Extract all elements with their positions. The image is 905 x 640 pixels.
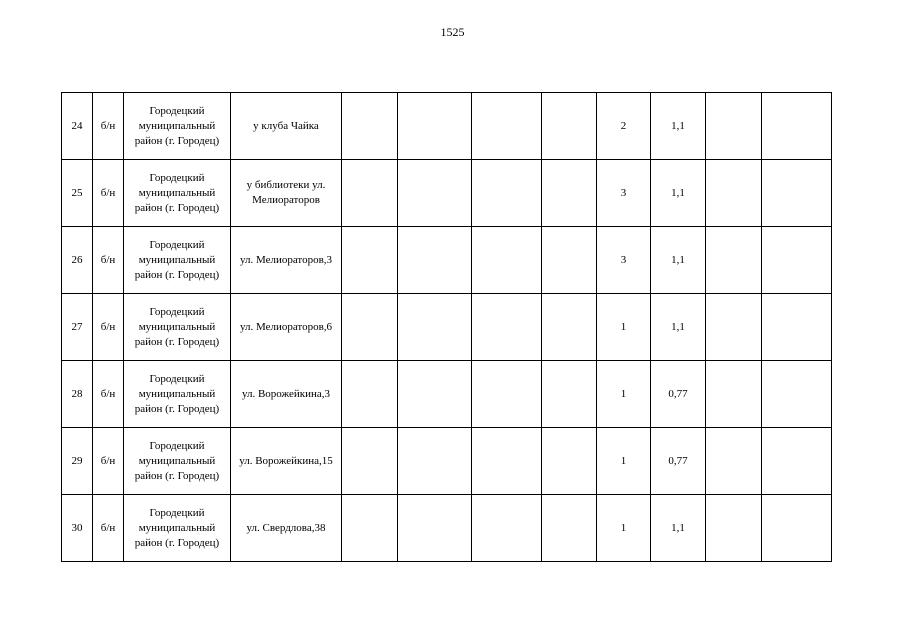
container-volume-cell: 1,1 [651,160,706,227]
empty-cell [542,93,597,160]
container-count-cell: 1 [597,361,651,428]
container-volume-cell: 0,77 [651,361,706,428]
empty-cell [762,93,832,160]
address-cell: у клуба Чайка [231,93,342,160]
empty-cell [398,495,472,562]
empty-cell [472,495,542,562]
address-cell: ул. Ворожейкина,3 [231,361,342,428]
empty-cell [542,361,597,428]
registry-number-cell: б/н [93,361,124,428]
district-cell: Городецкий муниципальный район (г. Городец) [124,227,231,294]
empty-cell [472,294,542,361]
empty-cell [762,160,832,227]
container-count-cell: 1 [597,495,651,562]
empty-cell [762,428,832,495]
registry-number-cell: б/н [93,294,124,361]
empty-cell [398,227,472,294]
row-number-cell: 25 [62,160,93,227]
district-cell: Городецкий муниципальный район (г. Городец) [124,160,231,227]
empty-cell [342,227,398,294]
empty-cell [706,227,762,294]
table-row [62,93,832,160]
table-row [62,160,832,227]
empty-cell [542,428,597,495]
empty-cell [472,93,542,160]
row-number-cell: 26 [62,227,93,294]
registry-number-cell: б/н [93,227,124,294]
empty-cell [472,428,542,495]
empty-cell [398,93,472,160]
container-volume-cell: 0,77 [651,428,706,495]
empty-cell [398,361,472,428]
empty-cell [398,160,472,227]
container-count-cell: 3 [597,160,651,227]
address-cell: ул. Свердлова,38 [231,495,342,562]
empty-cell [342,361,398,428]
row-number-cell: 30 [62,495,93,562]
empty-cell [706,160,762,227]
empty-cell [342,294,398,361]
empty-cell [342,160,398,227]
address-cell: ул. Мелиораторов,3 [231,227,342,294]
address-cell: ул. Ворожейкина,15 [231,428,342,495]
container-count-cell: 1 [597,428,651,495]
empty-cell [342,93,398,160]
empty-cell [706,294,762,361]
empty-cell [398,428,472,495]
registry-number-cell: б/н [93,495,124,562]
row-number-cell: 29 [62,428,93,495]
empty-cell [706,361,762,428]
district-cell: Городецкий муниципальный район (г. Городец) [124,93,231,160]
empty-cell [542,160,597,227]
address-cell: ул. Мелиораторов,6 [231,294,342,361]
container-count-cell: 3 [597,227,651,294]
table-row [62,227,832,294]
registry-number-cell: б/н [93,160,124,227]
page-number: 1525 [440,25,465,39]
container-volume-cell: 1,1 [651,495,706,562]
empty-cell [706,428,762,495]
empty-cell [706,495,762,562]
empty-cell [762,294,832,361]
container-count-cell: 1 [597,294,651,361]
registry-table [61,92,832,562]
empty-cell [342,495,398,562]
district-cell: Городецкий муниципальный район (г. Городец) [124,495,231,562]
empty-cell [342,428,398,495]
empty-cell [706,93,762,160]
container-count-cell: 2 [597,93,651,160]
district-cell: Городецкий муниципальный район (г. Городец) [124,428,231,495]
empty-cell [398,294,472,361]
empty-cell [542,227,597,294]
table-row [62,495,832,562]
row-number-cell: 24 [62,93,93,160]
registry-number-cell: б/н [93,93,124,160]
empty-cell [472,361,542,428]
container-volume-cell: 1,1 [651,227,706,294]
empty-cell [542,294,597,361]
container-volume-cell: 1,1 [651,294,706,361]
district-cell: Городецкий муниципальный район (г. Городец) [124,361,231,428]
table-row [62,428,832,495]
empty-cell [762,361,832,428]
empty-cell [762,227,832,294]
row-number-cell: 28 [62,361,93,428]
registry-number-cell: б/н [93,428,124,495]
table-row [62,294,832,361]
empty-cell [542,495,597,562]
container-volume-cell: 1,1 [651,93,706,160]
empty-cell [472,160,542,227]
address-cell: у библиотеки ул. Мелиораторов [231,160,342,227]
empty-cell [472,227,542,294]
district-cell: Городецкий муниципальный район (г. Городец) [124,294,231,361]
row-number-cell: 27 [62,294,93,361]
table-row [62,361,832,428]
empty-cell [762,495,832,562]
